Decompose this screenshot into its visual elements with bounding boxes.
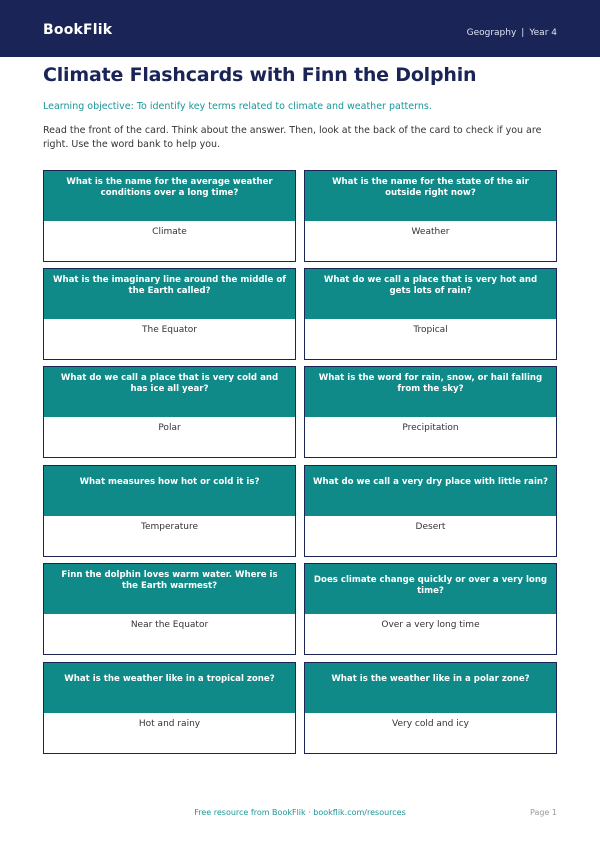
card-front-question: What is the name for the state of the air outside right now? [305, 171, 556, 221]
card-back-answer: Temperature [140, 522, 198, 532]
card-front-question: What measures how hot or cold it is? [44, 466, 295, 516]
flashcard[interactable] [304, 465, 557, 557]
card-back-answer: Near the Equator [130, 620, 209, 630]
card-back-answer: Precipitation [402, 423, 459, 433]
flashcard[interactable] [304, 662, 557, 754]
flashcard[interactable] [304, 366, 557, 458]
card-back-answer: Very cold and icy [392, 719, 469, 729]
card-front-question: What do we call a very dry place with little rain? [305, 466, 556, 516]
card-front-question: What is the imaginary line around the middle of the Earth called? [44, 269, 295, 319]
meta-separator: | [521, 28, 525, 38]
year-label: Year 4 [529, 28, 557, 38]
card-front-question: What is the weather like in a polar zone? [305, 663, 556, 713]
flashcard[interactable] [43, 465, 296, 557]
card-front-question: What is the word for rain, snow, or hail falling from the sky? [305, 367, 556, 417]
card-front-question: What do we call a place that is very hot and gets lots of rain? [305, 269, 556, 319]
flashcard[interactable] [43, 268, 296, 360]
subject-year-label [467, 28, 557, 38]
card-front-question: What do we call a place that is very cold and has ice all year? [44, 367, 295, 417]
card-back-answer: Hot and rainy [138, 719, 201, 729]
instructions-text: Read the front of the card. Think about the answer. Then, look at the back of the card to check if you are right. Use the word bank to help you. [43, 125, 542, 150]
card-back-answer: Over a very long time [381, 620, 480, 630]
card-front-question: What is the name for the average weather conditions over a long time? [44, 171, 295, 221]
subject-label: Geography [466, 28, 517, 38]
page-number: Page 1 [530, 808, 557, 817]
card-back-answer: Climate [152, 227, 187, 237]
card-front-question: Does climate change quickly or over a very long time? [305, 564, 556, 614]
flashcard[interactable] [43, 366, 296, 458]
card-front-question: What is the weather like in a tropical zone? [44, 663, 295, 713]
flashcard[interactable] [43, 563, 296, 655]
flashcard[interactable] [43, 662, 296, 754]
card-back-answer: The Equator [142, 325, 197, 335]
learning-objective: Learning objective: To identify key terms related to climate and weather patterns. [43, 101, 432, 112]
top-bar [0, 0, 600, 57]
flashcard[interactable] [304, 563, 557, 655]
card-front-question: Finn the dolphin loves warm water. Where is the Earth warmest? [44, 564, 295, 614]
flashcard[interactable] [43, 170, 296, 262]
flashcard[interactable] [304, 268, 557, 360]
brand-logo: BookFlik [43, 22, 113, 38]
card-back-answer: Desert [415, 522, 446, 532]
card-back-answer: Polar [158, 423, 181, 433]
card-back-answer: Weather [411, 227, 450, 237]
card-back-answer: Tropical [413, 325, 448, 335]
flashcard[interactable] [304, 170, 557, 262]
page-title: Climate Flashcards with Finn the Dolphin [43, 64, 477, 86]
footer-credit: Free resource from BookFlik · bookflik.com/resources [194, 808, 406, 817]
